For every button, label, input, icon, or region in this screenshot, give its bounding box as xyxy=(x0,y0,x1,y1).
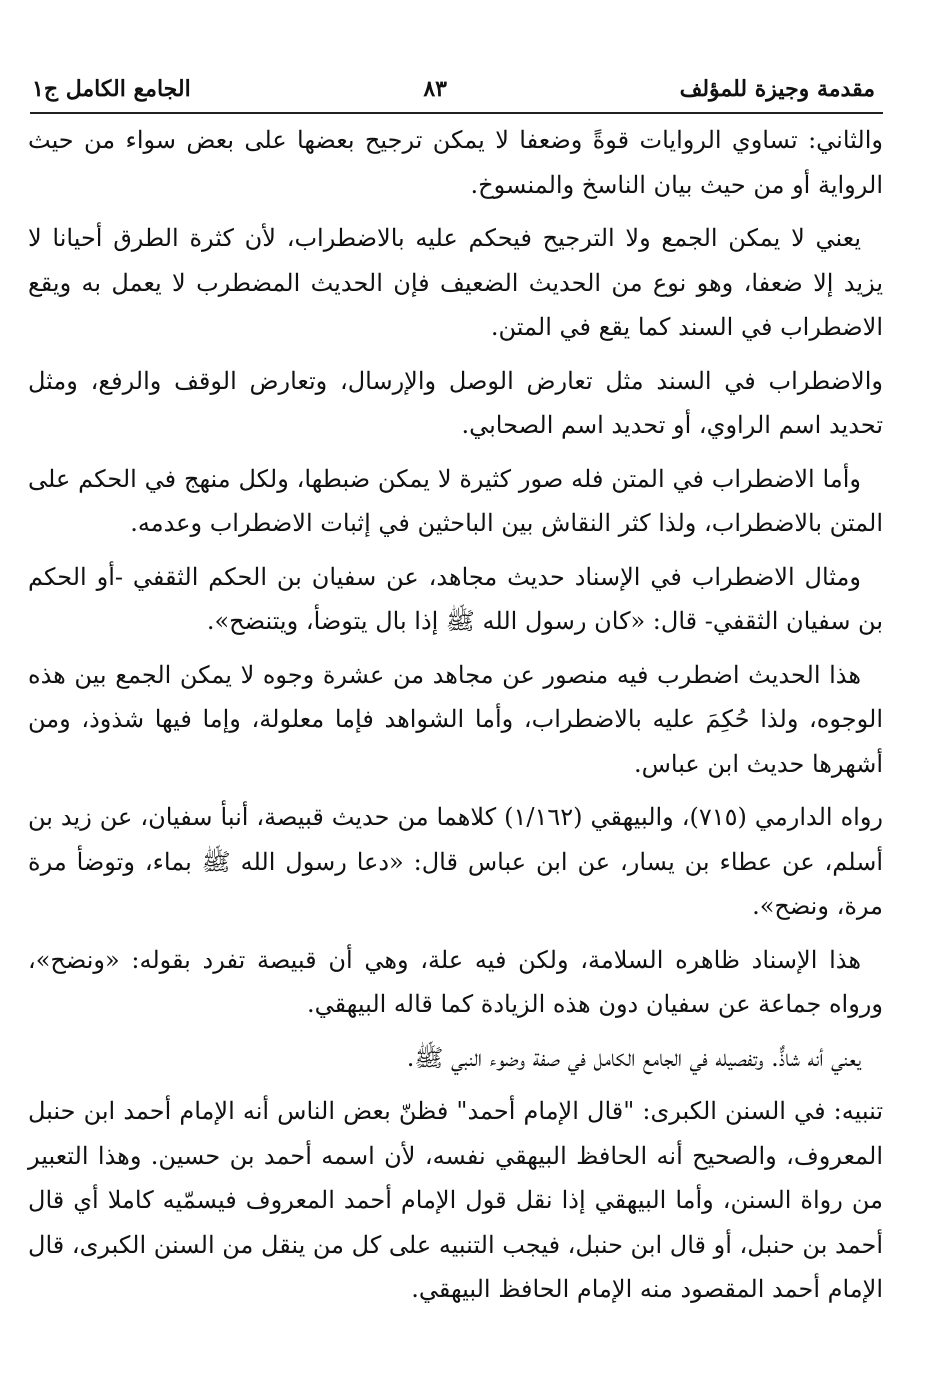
paragraph: رواه الدارمي (٧١٥)، والبيهقي (١/١٦٢) كلاهما من حديث قبيصة، أنبأ سفيان، عن زيد بن أسلم، عن عطاء بن يسار، عن ابن عباس قال: «دعا رسول الله ﷺ بماء، وتوضأ مرة مرة، ونضح». xyxy=(28,803,883,920)
paragraph: وأما الاضطراب في المتن فله صور كثيرة لا يمكن ضبطها، ولكل منهج في الحكم على المتن بالاضطراب، ولذا كثر النقاش بين الباحثين في إثبات الاضطراب وعدمه. xyxy=(28,464,883,537)
paragraph: تنبيه: في السنن الكبرى: "قال الإمام أحمد" فظنّ بعض الناس أنه الإمام أحمد ابن حنبل المعروف، والصحيح أنه الحافظ البيهقي نفسه، لأن اسمه أحمد بن حسين. وهذا التعبير من رواة السنن، وأما البيهقي إذا نقل قول الإمام أحمد المعروف فيسمّيه كاملا أي قال أحمد بن حنبل، أو قال ابن حنبل، فيجب التنبيه على كل من ينقل من السنن الكبرى، قال الإمام أحمد المقصود منه الإمام الحافظ البيهقي. xyxy=(28,1097,883,1303)
paragraph: ومثال الاضطراب في الإسناد حديث مجاهد، عن سفيان بن الحكم الثقفي -أو الحكم بن سفيان الثقفي- قال: «كان رسول الله ﷺ إذا بال يتوضأ، ويتنضح». xyxy=(28,562,883,635)
paragraph: والثاني: تساوي الروايات قوةً وضعفا لا يمكن ترجيح بعضها على بعض سواء من حيث الرواية أو من حيث بيان الناسخ والمنسوخ. xyxy=(28,126,883,199)
running-header xyxy=(32,62,875,102)
paragraph: يعني لا يمكن الجمع ولا الترجيح فيحكم عليه بالاضطراب، لأن كثرة الطرق أحيانا لا يزيد إلا ضعفا، وهو نوع من الحديث الضعيف فإن الحديث المضطرب لا يعمل به ويقع الاضطراب في السند كما يقع في المتن. xyxy=(28,224,883,341)
paragraph: هذا الحديث اضطرب فيه منصور عن مجاهد من عشرة وجوه لا يمكن الجمع بين هذه الوجوه، ولذا حُكِمَ عليه بالاضطراب، وأما الشواهد فإما معلولة، وإما فيها شذوذ، ومن أشهرها حديث ابن عباس. xyxy=(28,660,883,778)
chapter-title: مقدمة وجيزة للمؤلف xyxy=(679,76,875,102)
page-number: ٨٣ xyxy=(423,76,447,102)
book-title: الجامع الكامل ج١ xyxy=(32,76,191,102)
paragraph: هذا الإسناد ظاهره السلامة، ولكن فيه علة، وهي أن قبيصة تفرد بقوله: «ونضح»، ورواه جماعة عن سفيان دون هذه الزيادة كما قاله البيهقي. xyxy=(28,945,883,1018)
page-body xyxy=(28,118,883,1321)
paragraph: والاضطراب في السند مثل تعارض الوصل والإرسال، وتعارض الوقف والرفع، ومثل تحديد اسم الراوي، أو تحديد اسم الصحابي. xyxy=(28,366,883,439)
paragraph: يعني أنه شاذٌّ. وتفصيله في الجامع الكامل في صفة وضوء النبي ﷺ. xyxy=(406,1043,861,1072)
header-divider xyxy=(30,112,883,114)
